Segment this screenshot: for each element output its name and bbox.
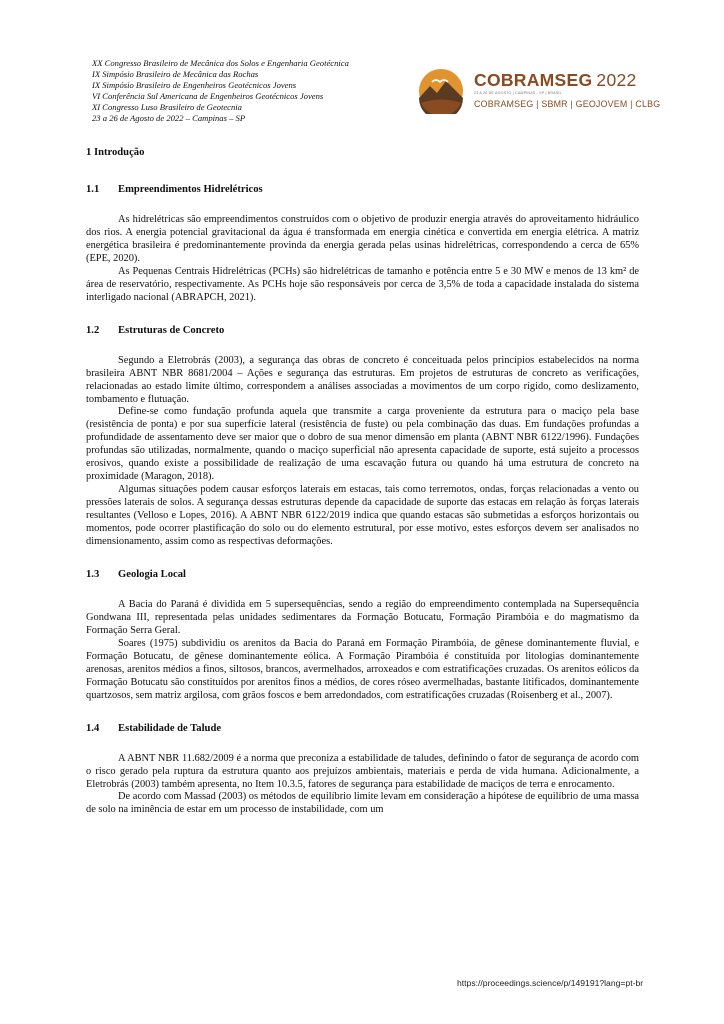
section-1-2 <box>86 324 639 549</box>
paragraph: Segundo a Eletrobrás (2003), a segurança das obras de concreto é conceituada pelos princípios estabelecidos na norma brasileira ABNT NBR 8681/2004 – Ações e segurança das estruturas. Em projetos de estruturas de concreto as verificações, relacionadas ao estado limite último, correspondem a análises associadas a movimentos de um corpo rígido, como deslizamento, tombamento e flutuação. <box>86 354 639 405</box>
header-line-2: IX Simpósio Brasileiro de Mecânica das Rochas <box>92 68 259 79</box>
section-heading: 1.1 Empreendimentos Hidrelétricos <box>86 184 263 195</box>
section-heading: 1.4 Estabilidade de Talude <box>86 722 222 734</box>
paragraph: Define-se como fundação profunda aquela que transmite a carga proveniente da estrutura para o maciço pela base (resistência de ponta) e por sua superfície lateral (resistência de fuste) ou pela combinação das duas. Em fundações profundas a profundidade de assentamento deve ser maior que o dobro de sua menor dimensão em planta (ABNT NBR 6122/1996). Fundações profundas são utilizadas, normalmente, quando o maciço superficial não apresenta capacidade de suporte, está sujeito a processos erosivos, quando existe a possibilidade de realização de uma escavação futura ou quando há uma estrutura de concreto na proximidade (Maragon, 2018). <box>86 406 639 483</box>
cobramseg-emblem-icon <box>416 68 466 114</box>
cobramseg-logo <box>416 68 686 114</box>
header-line-4: VI Conferência Sul Americana de Engenheiros Geotécnicos Jovens <box>92 90 324 101</box>
section-1-3 <box>86 568 639 703</box>
paragraph: As hidrelétricas são empreendimentos construídos com o objetivo de produzir energia através do aproveitamento hidráulico dos rios. A energia potencial gravitacional da água é transformada em energia cinética e convertida em energia elétrica. A matriz energética brasileira é predominantemente provinda da energia gerada pelas usinas hidrelétricas, correspondendo a cerca de 65% (EPE, 2020). <box>86 214 639 264</box>
footer-url[interactable]: https://proceedings.science/p/149191?lang=pt-br <box>457 978 644 988</box>
paper-body <box>86 146 639 836</box>
logo-tagline: 23 A 26 DE AGOSTO | CAMPINAS - SP | BRASIL <box>474 91 562 95</box>
paragraph: Algumas situações podem causar esforços laterais em estacas, tais como terremotos, ondas, forças relacionadas a vento ou pressões laterais de solos. A segurança dessas estruturas depende da capacidade de suporte das estacas em relação às forças laterais resultantes (Velloso e Lopes, 2016). A ABNT NBR 6122/2019 indica que quando estacas são submetidas a esforços horizontais ou momentos, pode ocorrer plastificação do solo ou do elemento estrutural, por esse motivo, estes esforços devem ser analisados no dimensionamento, assim como as respectivas deformações. <box>86 484 639 548</box>
section-heading: 1.2 Estruturas de Concreto <box>86 324 225 336</box>
header-line-1: XX Congresso Brasileiro de Mecânica dos Solos e Engenharia Geotécnica <box>92 58 349 68</box>
section-1-4 <box>86 722 639 818</box>
conference-header <box>92 58 412 123</box>
paragraph: Soares (1975) subdividiu os arenitos da Bacia do Paraná em Formação Pirambóia, de gênese dominantemente fluvial, e Formação Botucatu, de gênese dominantemente eólica. A Formação Pirambóia é constituída por litologias dominantemente arenosas, arenitos médios a finos, siltosos, brancos, avermelhados, arroxeados e com estratificações cruzadas. Os arenitos eólicos da Formação Botucatu são constituídos por arenitos finos a médios, de cores róseo avermelhadas, bastante litificados, dominantemente quartzosos, sem matriz argilosa, com grãos foscos e bem arredondados, com estratificações cruzadas (Roisenberg et al., 2007). <box>86 637 639 701</box>
main-section-title: 1 Introdução <box>86 147 145 158</box>
section-1-1 <box>86 183 639 305</box>
section-heading: 1.3 Geologia Local <box>86 568 186 580</box>
paragraph: A Bacia do Paraná é dividida em 5 supersequências, sendo a região do empreendimento contemplada na Supersequência Gondwana III, representada pelas unidades sedimentares da Formação Botucatu, Formação Pirambóia e do magmatismo da Formação Serra Geral. <box>86 598 639 636</box>
paragraph: A ABNT NBR 11.682/2009 é a norma que preconiza a estabilidade de taludes, definindo o fator de segurança de acordo com o risco gerado pela ruptura da estrutura quanto aos prejuízos ambientais, materiais e perda de vida humana. Adicionalmente, a Eletrobrás (2003) também apresenta, no Item 10.3.5, fatores de segurança para estabilidade de maciços de terra e enrocamento. <box>86 752 639 790</box>
header-line-5: XI Congresso Luso Brasileiro de Geotecnia <box>92 101 242 112</box>
header-line-6: 23 a 26 de Agosto de 2022 – Campinas – SP <box>92 112 246 123</box>
paragraph: De acordo com Massad (2003) os métodos de equilíbrio limite levam em consideração a hipótese de equilíbrio de uma massa de solo na iminência de estar em um processo de instabilidade, com um <box>86 791 639 816</box>
logo-name: COBRAMSEG 2022 <box>474 70 637 90</box>
logo-organizations: COBRAMSEG | SBMR | GEOJOVEM | CLBG <box>474 99 661 109</box>
header-line-3: IX Simpósio Brasileiro de Engenheiros Geotécnicos Jovens <box>92 79 297 90</box>
paragraph: As Pequenas Centrais Hidrelétricas (PCHs) são hidrelétricas de tamanho e potência entre 5 e 30 MW e menos de 13 km² de área de reservatório, respectivamente. As PCHs hoje são responsáveis por cerca de 3,5% de toda a capacidade instalada do sistema interligado nacional (ABRAPCH, 2021). <box>86 265 639 303</box>
